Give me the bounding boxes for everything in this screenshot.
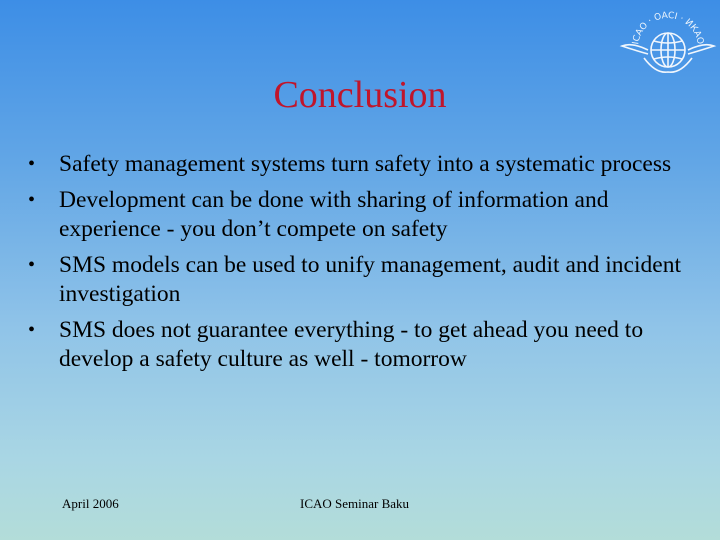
bullet-icon: • <box>28 189 36 211</box>
bullet-item <box>28 150 698 179</box>
bullet-text: SMS models can be used to unify management, audit and incident investigation <box>59 252 681 307</box>
footer-date: April 2006 <box>62 496 119 511</box>
bullet-icon: • <box>28 153 36 175</box>
footer-event: ICAO Seminar Baku <box>300 496 410 511</box>
svg-text:ICAO · OACI · ИКАО: ICAO · OACI · ИКАО <box>631 10 705 46</box>
bullet-list <box>28 150 698 381</box>
bullet-item <box>28 186 698 244</box>
bullet-item <box>28 316 698 374</box>
slide-title: Conclusion <box>273 74 447 116</box>
bullet-icon: • <box>28 319 36 341</box>
bullet-text: Development can be done with sharing of information and experience - you don’t compete on safety <box>59 187 609 242</box>
bullet-text: SMS does not guarantee everything - to get ahead you need to develop a safety culture as well - tomorrow <box>59 317 644 372</box>
bullet-text: Safety management systems turn safety into a systematic process <box>59 151 672 177</box>
bullet-item <box>28 251 698 309</box>
bullet-icon: • <box>28 254 36 276</box>
